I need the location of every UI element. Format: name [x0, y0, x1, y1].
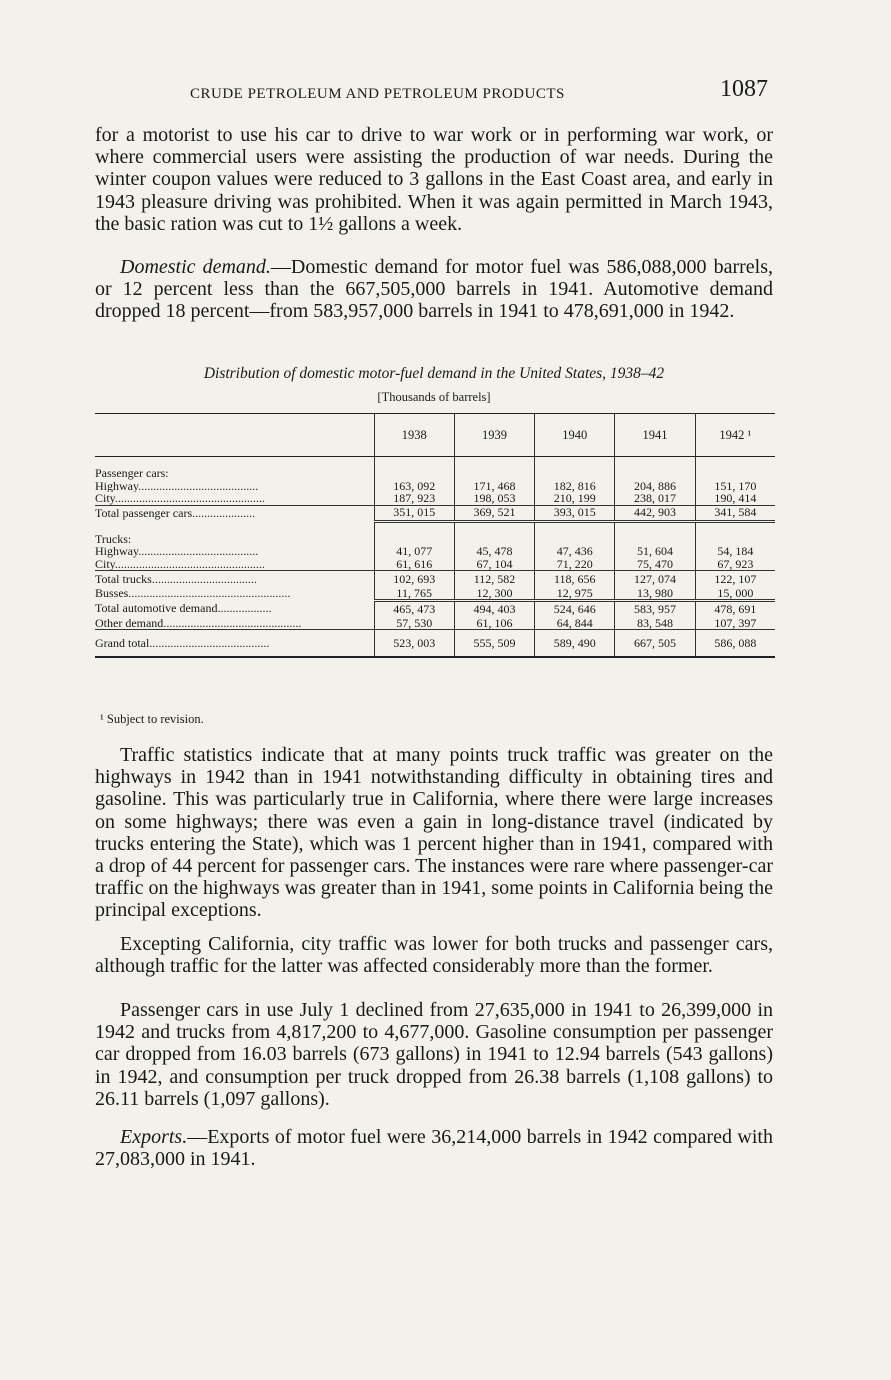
table-cell: 61, 106 — [454, 617, 534, 630]
running-title: CRUDE PETROLEUM AND PETROLEUM PRODUCTS — [190, 86, 565, 102]
table-cell: 61, 616 — [374, 558, 454, 571]
table-cell: 494, 403 — [454, 601, 534, 617]
table-cell: 667, 505 — [615, 630, 695, 658]
table-row — [95, 587, 775, 601]
row-label: Total passenger cars..................... — [95, 505, 374, 521]
table-cell: 187, 923 — [374, 492, 454, 505]
table-cell: 71, 220 — [535, 558, 615, 571]
table-cell: 47, 436 — [535, 545, 615, 558]
table-cell: 15, 000 — [695, 587, 775, 601]
table-cell: 12, 300 — [454, 587, 534, 601]
table-cell: 210, 199 — [535, 492, 615, 505]
paragraph-exports — [95, 1126, 773, 1170]
table-cell: 586, 088 — [695, 630, 775, 658]
stub-header — [95, 414, 374, 457]
table-row — [95, 617, 775, 630]
table-cell: 555, 509 — [454, 630, 534, 658]
table-row-total — [95, 505, 775, 521]
table-cell: 341, 584 — [695, 505, 775, 521]
table-row-grand-total — [95, 630, 775, 658]
row-label: Other demand.............................................. — [95, 616, 302, 630]
row-label: Busses...................................................... — [95, 586, 291, 601]
paragraph-california: Excepting California, city traffic was lower for both trucks and passenger cars, although traffic for the latter was affected considerably more than the former. — [95, 933, 773, 978]
page-header — [95, 76, 770, 110]
domestic-demand-text: —Domestic demand for motor fuel was 586,088,000 barrels, or 12 percent less than the 667,505,000 barrels in 1941. Automotive demand dropped 18 percent—from 583,957,000 barrels in 1941 to 478,691,000 in 1942. — [95, 256, 773, 323]
table-cell: 442, 903 — [615, 505, 695, 521]
table-cell: 351, 015 — [374, 505, 454, 521]
row-label: City.................................................. — [95, 557, 265, 571]
domestic-demand-heading: Domestic demand. — [120, 256, 271, 278]
table-cell: 12, 975 — [535, 587, 615, 601]
table-footnote: ¹ Subject to revision. — [100, 712, 204, 726]
table-cell: 589, 490 — [535, 630, 615, 658]
table-cell: 112, 582 — [454, 571, 534, 587]
table-cell: 107, 397 — [695, 617, 775, 630]
table-cell: 41, 077 — [374, 545, 454, 558]
table-cell: 54, 184 — [695, 545, 775, 558]
year-header: 1942 ¹ — [695, 414, 775, 457]
table-cell: 67, 104 — [454, 558, 534, 571]
table-row — [95, 545, 775, 558]
year-header: 1941 — [615, 414, 695, 457]
table-cell: 198, 053 — [454, 492, 534, 505]
table-row — [95, 533, 775, 546]
table-cell: 75, 470 — [615, 558, 695, 571]
table-cell: 57, 530 — [374, 617, 454, 630]
table-cell: 51, 604 — [615, 545, 695, 558]
table-cell: 393, 015 — [535, 505, 615, 521]
table-row-total — [95, 571, 775, 587]
table-cell: 524, 646 — [535, 601, 615, 617]
table-cell: 238, 017 — [615, 492, 695, 505]
year-header: 1938 — [374, 414, 454, 457]
page-number: 1087 — [720, 76, 768, 102]
table-cell: 182, 816 — [535, 480, 615, 493]
row-label: Highway........................................ — [95, 479, 259, 492]
table-cell: 171, 468 — [454, 480, 534, 493]
table-cell: 369, 521 — [454, 505, 534, 521]
table-cell: 67, 923 — [695, 558, 775, 571]
table-row — [95, 467, 775, 480]
paragraph-cars-in-use: Passenger cars in use July 1 declined from 27,635,000 in 1941 to 26,399,000 in 1942 and trucks from 4,817,200 to 4,677,000. Gasoline consumption per passenger car dropped from 16.03 barrels (673 gallons) in 1941 to 12.94 barrels (543 gallons) in 1942, and consumption per truck dropped from 26.38 barrels (1,108 gallons) to 26.11 barrels (1,097 gallons). — [95, 999, 773, 1110]
table-cell: 151, 170 — [695, 480, 775, 493]
table-units: [Thousands of barrels] — [377, 390, 491, 404]
row-label: City.................................................. — [95, 492, 265, 505]
row-label: Total automotive demand.................. — [95, 601, 272, 616]
table-cell: 478, 691 — [695, 601, 775, 617]
paragraph-domestic-demand — [95, 256, 773, 323]
paragraph-traffic-statistics: Traffic statistics indicate that at many points truck traffic was greater on the highways in 1942 than in 1941 notwithstanding difficulty in obtaining tires and gasoline. This was particularly true in California, where there were large increases on some highways; there was even a gain in long-distance travel (indicated by trucks entering the State), which was 1 percent higher than in 1941, compared with a drop of 44 percent for passenger cars. The instances were rare where passenger-car traffic on the highways was greater than in 1941, some points in California being the principal exceptions. — [95, 744, 773, 922]
section-label: Passenger cars: — [95, 467, 169, 480]
exports-text: —Exports of motor fuel were 36,214,000 barrels in 1942 compared with 27,083,000 in 1941. — [95, 1126, 773, 1171]
table-row-total — [95, 601, 775, 617]
table-cell: 45, 478 — [454, 545, 534, 558]
exports-heading: Exports. — [120, 1126, 188, 1148]
table-cell: 583, 957 — [615, 601, 695, 617]
table-cell: 102, 693 — [374, 571, 454, 587]
table-row — [95, 558, 775, 571]
table-cell: 127, 074 — [615, 571, 695, 587]
table-cell: 523, 003 — [374, 630, 454, 658]
table-caption: Distribution of domestic motor-fuel demand in the United States, 1938–42 — [203, 365, 665, 382]
table-cell: 83, 548 — [615, 617, 695, 630]
table-cell: 13, 980 — [615, 587, 695, 601]
table-cell: 163, 092 — [374, 480, 454, 493]
table-row — [95, 492, 775, 505]
table-cell: 465, 473 — [374, 601, 454, 617]
table-cell: 122, 107 — [695, 571, 775, 587]
motor-fuel-demand-table — [95, 413, 775, 658]
table-cell: 64, 844 — [535, 617, 615, 630]
row-label: Grand total........................................ — [95, 630, 374, 658]
table-cell: 190, 414 — [695, 492, 775, 505]
row-label: Highway........................................ — [95, 545, 259, 558]
row-label: Total trucks................................... — [95, 571, 374, 587]
table-cell: 204, 886 — [615, 480, 695, 493]
year-header: 1940 — [535, 414, 615, 457]
year-header: 1939 — [454, 414, 534, 457]
table-cell: 118, 656 — [535, 571, 615, 587]
paragraph-rationing: for a motorist to use his car to drive to war work or in performing war work, or where commercial users were assisting the production of war needs. During the winter coupon values were reduced to 3 gallons in the East Coast area, and early in 1943 pleasure driving was prohibited. When it was again permitted in March 1943, the basic ration was cut to 1½ gallons a week. — [95, 124, 773, 235]
section-label: Trucks: — [95, 532, 132, 545]
table-header-row — [95, 414, 775, 457]
table-cell: 11, 765 — [374, 587, 454, 601]
